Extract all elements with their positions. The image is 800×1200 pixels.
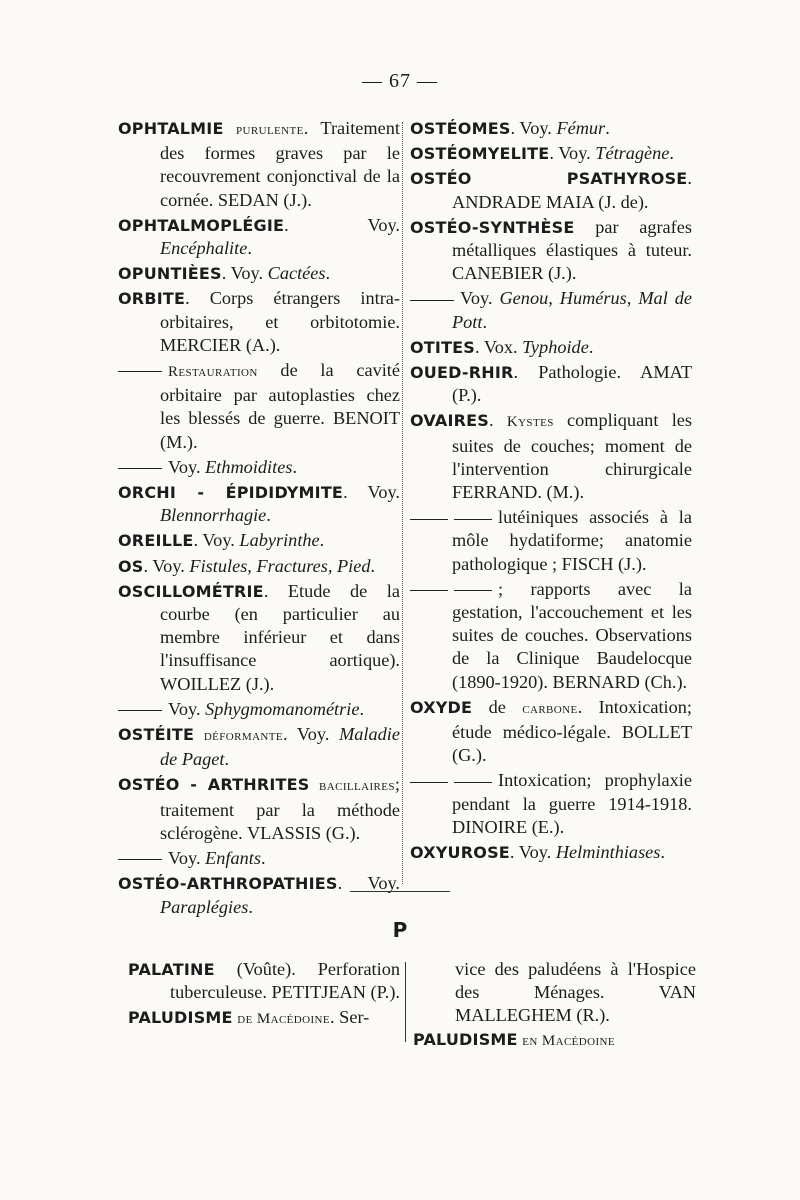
entry-text: ; traitement par la méthode sclérogène. VLASSIS (G.). <box>160 774 400 843</box>
entry-text: Tétragène <box>595 143 670 164</box>
entry-text: . Voy. <box>510 118 557 138</box>
entry-text: . <box>482 311 488 332</box>
entry-headword: OTITES <box>410 337 476 357</box>
entry-text: . <box>660 842 665 863</box>
column-divider <box>402 122 403 884</box>
entry-text: Voy. <box>168 456 206 477</box>
entry-text: Restauration <box>168 364 258 381</box>
index-entry <box>118 117 400 212</box>
entry-text: Encéphalite <box>160 238 248 259</box>
entry-text: vice des paludéens à l'Hospice des Ménages. VAN MALLEGHEM (R.). <box>455 959 696 1026</box>
index-entry <box>118 481 400 527</box>
entry-text: . <box>588 336 594 357</box>
index-entry <box>118 555 400 578</box>
index-entry <box>410 696 692 768</box>
repeat-dash <box>410 782 448 783</box>
entry-text: Fistules, Fractures, Pied <box>189 555 371 576</box>
index-entry <box>410 361 692 407</box>
entry-text: Kystes <box>506 414 554 431</box>
index-subentry <box>410 287 692 333</box>
repeat-dash <box>454 590 492 591</box>
entry-text: Maladie de Paget <box>160 724 400 770</box>
index-subentry <box>410 769 692 839</box>
entry-text: de <box>472 696 523 717</box>
repeat-dash <box>118 468 162 469</box>
section-letter: P <box>392 918 408 942</box>
entry-text: . <box>247 238 252 259</box>
repeat-dash <box>410 300 454 301</box>
entry-text: . <box>266 505 271 526</box>
entry-text <box>194 724 204 744</box>
entry-text: . Voy. <box>283 724 340 745</box>
entry-text: . <box>260 848 266 869</box>
entry-text: . Voy. <box>284 214 400 235</box>
entry-text: Voy. <box>168 848 206 869</box>
entry-text: purulente <box>236 122 304 138</box>
entry-headword: OXYUROSE <box>410 843 510 863</box>
entry-text: . <box>292 456 298 477</box>
entry-headword: OVAIRES <box>410 411 489 431</box>
entry-text: . ANDRADE MAIA (J. de). <box>452 168 692 212</box>
index-entry <box>118 262 400 285</box>
entry-text: . Voy. <box>549 143 596 164</box>
entry-headword: OPHTALMIE <box>118 119 224 138</box>
repeat-dash <box>410 590 448 591</box>
entry-text: Cactées <box>267 263 326 284</box>
repeat-dash <box>454 519 492 520</box>
entry-headword: OUED-RHIR <box>410 363 514 383</box>
entry-text: . Voy. <box>343 482 401 503</box>
entry-headword: OXYDE <box>410 697 473 717</box>
repeat-dash <box>118 859 162 860</box>
index-entry <box>128 1006 400 1031</box>
page-number: — 67 — <box>362 70 438 92</box>
entry-text: Paraplégies <box>160 896 249 917</box>
entry-text: . Ser- <box>330 1007 370 1028</box>
entry-text: Sphygmomanométrie <box>205 698 360 719</box>
entry-text: . <box>248 896 253 917</box>
index-column-right <box>410 117 692 866</box>
index-entry <box>128 958 400 1004</box>
entry-text: en Macédoine <box>522 1032 616 1049</box>
index-entry <box>410 167 692 213</box>
entry-text: . Pathologie. AMAT (P.). <box>452 362 692 406</box>
index-subentry <box>410 506 692 576</box>
entry-headword: OS <box>118 556 144 576</box>
entry-text: Genou, Humérus, Mal de Pott <box>452 288 692 332</box>
entry-text: . Vox. <box>475 336 523 357</box>
entry-headword: OSTÉO - ARTHRITES <box>118 775 310 795</box>
entry-text: . <box>488 410 507 431</box>
entry-text: Blennorrhagie <box>160 505 267 526</box>
entry-text: . <box>224 749 230 770</box>
index-entry <box>410 216 692 286</box>
entry-text: . <box>325 263 331 284</box>
index-entry <box>118 287 400 357</box>
entry-headword: PALUDISME <box>413 1029 518 1049</box>
entry-text: de Macédoine <box>237 1011 331 1028</box>
index-subentry <box>118 456 400 479</box>
index-entry <box>413 958 696 1028</box>
entry-headword: OSCILLOMÉTRIE <box>118 581 264 601</box>
entry-text: Helminthiases <box>555 842 661 863</box>
entry-text: . <box>359 698 365 719</box>
entry-text: carbone <box>522 700 578 717</box>
entry-text: . Traitement des formes graves par le recouvrement conjonctival de la cornée. SEDAN (J.). <box>160 118 400 210</box>
section-divider <box>350 891 450 892</box>
entry-text: . Intoxication; étude médico-légale. BOLLET (G.). <box>452 696 692 766</box>
entry-text: bacillaires <box>319 778 395 795</box>
index-column-left <box>118 117 400 921</box>
entry-headword: OSTÉITE <box>118 725 195 745</box>
repeat-dash <box>410 519 448 520</box>
index-subentry <box>118 359 400 454</box>
index-entry <box>118 723 400 771</box>
entry-text: . <box>319 530 325 551</box>
entry-text <box>310 774 319 794</box>
index-subentry <box>118 698 400 721</box>
entry-headword: ORCHI - ÉPIDIDYMITE <box>118 483 344 503</box>
entry-headword: OSTÉOMYELITE <box>410 144 550 164</box>
entry-text: . <box>605 118 610 138</box>
entry-text <box>224 118 236 138</box>
entry-text: Typhoide <box>522 336 589 357</box>
index-entry <box>410 409 692 504</box>
entry-text: . Etude de la courbe (en particulier au membre inférieur et dans l'insuffisance aortique). WOILLEZ (J.). <box>160 580 400 694</box>
entry-headword: OSTÉO PSATHYROSE <box>410 169 688 189</box>
entry-headword: PALATINE <box>128 960 215 979</box>
entry-text: par agrafes métalliques élastiques à tuteur. CANEBIER (J.). <box>452 216 692 284</box>
entry-text: . Corps étrangers intra-orbitaires, et orbitotomie. MERCIER (A.). <box>160 288 400 355</box>
repeat-dash <box>118 710 162 711</box>
entry-text: . Voy. <box>221 263 268 284</box>
entry-text: . Voy. <box>337 873 400 894</box>
index-entry <box>118 529 400 552</box>
index-entry <box>410 841 692 864</box>
index-entry <box>118 872 400 918</box>
entry-headword: OSTÉO-ARTHROPATHIES <box>118 874 338 894</box>
entry-text: . Voy. <box>143 555 190 576</box>
entry-text: Enfants <box>205 848 261 869</box>
entry-headword: OSTÉOMES <box>410 119 511 138</box>
index-entry <box>118 773 400 845</box>
entry-text: Voy. <box>460 288 500 309</box>
index-entry <box>118 580 400 696</box>
entry-text: ; rapports avec la gestation, l'accouchement et les suites de couches. Observations de la Clinique Baudelocque (1890-1920). BERNARD (Ch.). <box>452 578 692 692</box>
index-subentry <box>118 847 400 870</box>
entry-text: compliquant les suites de couches; moment de l'intervention chirurgicale FERRAND. (M.). <box>452 410 693 503</box>
entry-headword: OPHTALMOPLÉGIE <box>118 215 285 235</box>
index-entry <box>410 117 692 140</box>
p-section-column-right <box>413 958 696 1055</box>
entry-text: Intoxication; prophylaxie pendant la guerre 1914-1918. DINOIRE (E.). <box>452 770 692 837</box>
entry-text: Fémur <box>556 118 606 138</box>
entry-headword: OSTÉO-SYNTHÈSE <box>410 217 575 237</box>
entry-headword: PALUDISME <box>128 1008 233 1028</box>
entry-text: (Voûte). Perforation tuberculeuse. PETITJEAN (P.). <box>170 959 400 1003</box>
p-section-column-left <box>128 958 400 1034</box>
index-entry <box>410 336 692 359</box>
entry-text: Labyrinthe <box>239 530 320 551</box>
entry-headword: OPUNTIÈES <box>118 264 222 284</box>
entry-text: . <box>669 143 674 164</box>
entry-text: Voy. <box>168 698 206 719</box>
entry-text: Ethmoidites <box>205 456 293 477</box>
repeat-dash <box>118 371 162 372</box>
p-column-divider <box>405 962 406 1042</box>
index-subentry <box>410 578 692 694</box>
entry-text: lutéiniques associés à la môle hydatiforme; anatomie pathologique ; FISCH (J.). <box>452 507 692 574</box>
entry-text: . Voy. <box>509 842 556 863</box>
entry-headword: ORBITE <box>118 289 186 309</box>
index-entry <box>413 1028 696 1053</box>
repeat-dash <box>454 782 492 783</box>
index-entry <box>410 142 692 165</box>
entry-text: déformante <box>203 728 283 745</box>
entry-text: . Voy. <box>193 530 240 551</box>
entry-text: de la cavité orbitaire par autoplasties chez les blessés de guerre. BENOIT (M.). <box>160 360 400 452</box>
entry-headword: OREILLE <box>118 531 194 551</box>
index-entry <box>118 214 400 260</box>
entry-text: . <box>370 555 376 576</box>
